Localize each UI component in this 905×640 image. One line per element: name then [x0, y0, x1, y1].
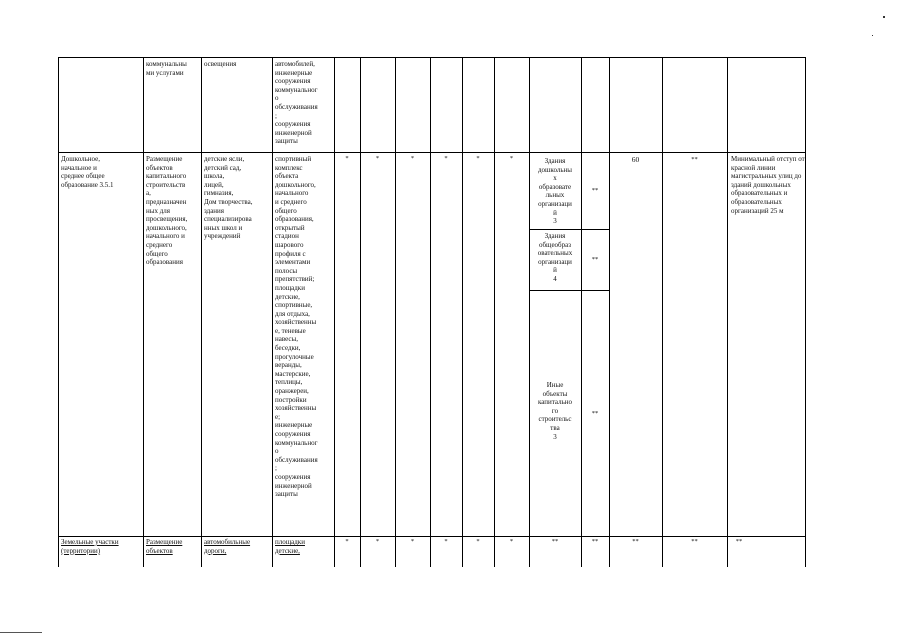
land-mark-col10: ** — [551, 538, 559, 545]
grid-col-line-13 — [662, 57, 663, 567]
land-mark-col12: ** — [632, 538, 639, 545]
grid-col-line-7 — [430, 57, 431, 567]
land-plots-examples: автомобильные дороги, — [204, 538, 251, 555]
land-mark-col14: ** — [735, 538, 743, 545]
land-param-mark-6: * — [509, 538, 514, 545]
grid-col-line-0 — [58, 57, 59, 567]
grid-col-line-11 — [581, 57, 582, 567]
permitted-examples: детские ясли, детский сад, школа, лицей, гимназия, Дом творчества, здания специализирова нных школ и учреждений — [204, 155, 253, 241]
grid-col-line-14 — [727, 57, 728, 567]
top-row-col3-text: освещения — [204, 60, 237, 68]
grid-col-line-4 — [334, 57, 335, 567]
top-row-col4-text: автомобилей, инженерные сооружения коммунальног о обслуживания ; сооружения инженерной защиты — [275, 60, 318, 146]
param-mark-2: * — [375, 155, 380, 162]
grid-row-1-bottom — [58, 152, 805, 153]
param-mark-6: * — [509, 155, 514, 162]
scan-speck — [883, 16, 885, 18]
percent-value: 60 — [631, 155, 640, 164]
param-mark-5: * — [476, 155, 480, 162]
building-type-preschool: Здания дошкольны х образовате льных организаци й 3 — [537, 157, 573, 226]
land-param-mark-1: * — [345, 538, 349, 545]
grid-col-line-3 — [272, 57, 273, 567]
building-type-preschool-mark: ** — [591, 187, 599, 194]
land-param-mark-3: * — [410, 538, 415, 545]
grid-col-line-12 — [609, 57, 610, 567]
grid-col-line-6 — [395, 57, 396, 567]
land-plots-name: Земельные участки (территории) — [61, 538, 119, 555]
scan-speck — [872, 35, 873, 36]
building-type-school: Здания общеобраз овательных организаци й 4 — [537, 232, 573, 283]
land-use-name: Дошкольное, начальное и среднее общее образование 3.5.1 — [61, 155, 114, 189]
building-type-other-mark: ** — [591, 410, 599, 417]
param-mark-4: * — [444, 155, 448, 162]
grid-top-line — [58, 57, 805, 58]
param-mark-1: * — [345, 155, 349, 162]
grid-col-line-10 — [529, 57, 530, 567]
grid-col-line-1 — [143, 57, 144, 567]
top-row-col2-text: коммунальны ми услугами — [146, 60, 187, 77]
land-mark-col11: ** — [591, 538, 599, 545]
land-param-mark-4: * — [444, 538, 448, 545]
grid-col-line-15 — [805, 57, 806, 567]
setback-note: Минимальный отступ от красной линии магистральных улиц до зданий дошкольных образовательных и образовательных организаций 25 м — [731, 155, 805, 215]
land-plots-auxiliary: площадки детские, — [275, 538, 305, 555]
building-type-divider-1 — [529, 229, 609, 230]
building-type-divider-2 — [529, 290, 609, 291]
scan-speck — [0, 632, 42, 633]
land-plots-description: Размещение объектов — [146, 538, 183, 555]
land-use-description: Размещение объектов капитального строительств а, предназначен ных для просвещения, дошкольного, начального и среднего общего образования — [146, 155, 188, 267]
grid-col-line-5 — [360, 57, 361, 567]
grid-col-line-8 — [462, 57, 463, 567]
param-mark-3: * — [410, 155, 415, 162]
mark-col13: ** — [691, 156, 698, 163]
land-param-mark-2: * — [375, 538, 380, 545]
building-type-other: Иные объекты капитально го строительс тва 3 — [537, 381, 573, 441]
building-type-school-mark: ** — [591, 256, 599, 263]
land-param-mark-5: * — [476, 538, 480, 545]
auxiliary-uses: спортивный комплекс объекта дошкольного, начального и среднего общего образования, открытый стадион шарового профиля с элементами полосы препятствий; площадки детские, спортивные, для отдыха, хозяйственны е, теневые навесы, беседки, прогулочные веранды, мастерские, теплицы, оранжереи, постройки хозяйственны е; инженерные сооружения коммунальног о обслуживания ; сооружения инженерной защиты — [275, 155, 318, 499]
grid-row-2-bottom — [58, 536, 805, 537]
grid-col-line-2 — [201, 57, 202, 567]
grid-col-line-9 — [494, 57, 495, 567]
land-mark-col13: ** — [691, 538, 698, 545]
